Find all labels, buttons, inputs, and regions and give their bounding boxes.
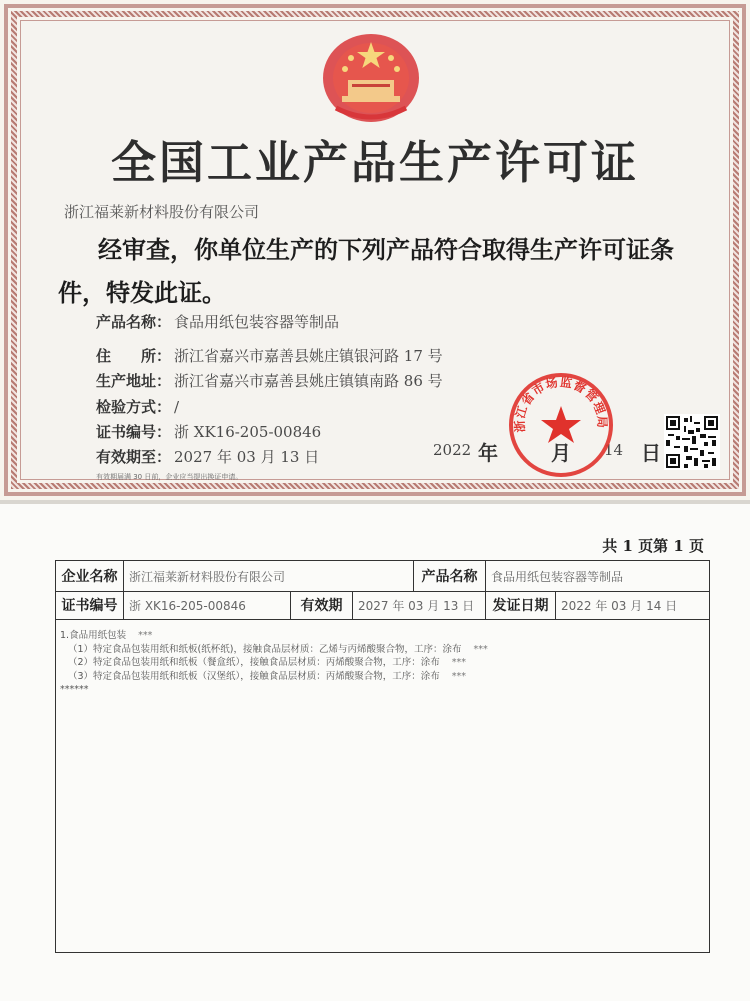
field-label: 证书编号： (96, 423, 172, 441)
list-item: （3）特定食品包装用纸和纸板（汉堡纸），接触食品层材质：丙烯酸聚合物，工序：涂布 *** (68, 670, 467, 682)
issue-year: 2022 (433, 441, 472, 459)
field-label: 有效期至： (96, 448, 172, 466)
field-value: 浙江省嘉兴市嘉善县姚庄镇银河路 17 号 (174, 347, 443, 365)
field-value: 浙江省嘉兴市嘉善县姚庄镇镇南路 86 号 (174, 372, 443, 390)
field-value: 浙 XK16-205-00846 (174, 423, 322, 441)
field-label: 住 所： (96, 347, 172, 365)
list-item: ****** (60, 684, 89, 695)
field-value: / (174, 398, 180, 416)
field-inspection-method (96, 396, 179, 417)
qr-code-icon[interactable] (664, 414, 720, 470)
issue-date-label: 发证日期 (486, 591, 556, 619)
issue-day-char: 日 (641, 441, 661, 465)
certificate-title: 全国工业产品生产许可证 (110, 136, 639, 189)
field-product-name (96, 311, 339, 332)
list-item: （1）特定食品包装用纸和纸板(纸杯纸)，接触食品层材质：乙烯与丙烯酸聚合物，工序：涂布 *** (68, 643, 488, 655)
certificate-statement: 经审查，你单位生产的下列产品符合取得生产许可证条件，特发此证。 (58, 235, 674, 307)
field-label: 生产地址： (96, 372, 172, 390)
company-name: 浙江福莱新材料股份有限公司 (64, 203, 260, 221)
certificate-number-label: 证书编号 (56, 591, 124, 619)
national-emblem-icon (318, 28, 424, 126)
issue-day: 14 (604, 441, 624, 459)
field-value: 2027 年 03 月 13 日 (174, 448, 320, 466)
page-indicator: 共 1 页第 1 页 (602, 537, 704, 555)
field-address (96, 345, 443, 366)
company-value: 浙江福莱新材料股份有限公司 (124, 561, 414, 591)
issue-date-value: 2022 年 03 月 14 日 (561, 598, 678, 613)
product-label: 产品名称 (414, 561, 486, 591)
field-production-address (96, 370, 443, 391)
field-valid-until (96, 446, 319, 467)
field-certificate-number (96, 421, 321, 442)
certificate (0, 0, 750, 500)
attachment-table (55, 560, 710, 953)
certificate-number-value: 浙 XK16-205-00846 (124, 591, 291, 619)
valid-value: 2027 年 03 月 13 日 (353, 591, 486, 619)
list-item: 1.食品用纸包装 *** (60, 630, 153, 641)
field-value: 食品用纸包装容器等制品 (174, 313, 340, 331)
seal-text: 浙江省市场监督管理局 (512, 375, 610, 433)
issue-year-char: 年 (478, 441, 498, 465)
product-item-list (60, 629, 488, 697)
official-seal-icon (508, 372, 614, 478)
valid-label: 有效期 (291, 591, 353, 619)
table-row-certificate (56, 591, 709, 620)
field-label: 产品名称： (96, 313, 172, 331)
company-label: 企业名称 (56, 561, 124, 591)
list-item: （2）特定食品包装用纸和纸板（餐盒纸），接触食品层材质：丙烯酸聚合物，工序：涂布 *** (68, 657, 467, 668)
renewal-footnote: 有效期届满 30 日前，企业应当提出换证申请。 (96, 473, 243, 481)
field-label: 检验方式： (96, 398, 172, 416)
product-value: 食品用纸包装容器等制品 (491, 569, 624, 584)
table-row-company (56, 561, 709, 592)
issue-month-char: 月 (551, 441, 571, 465)
